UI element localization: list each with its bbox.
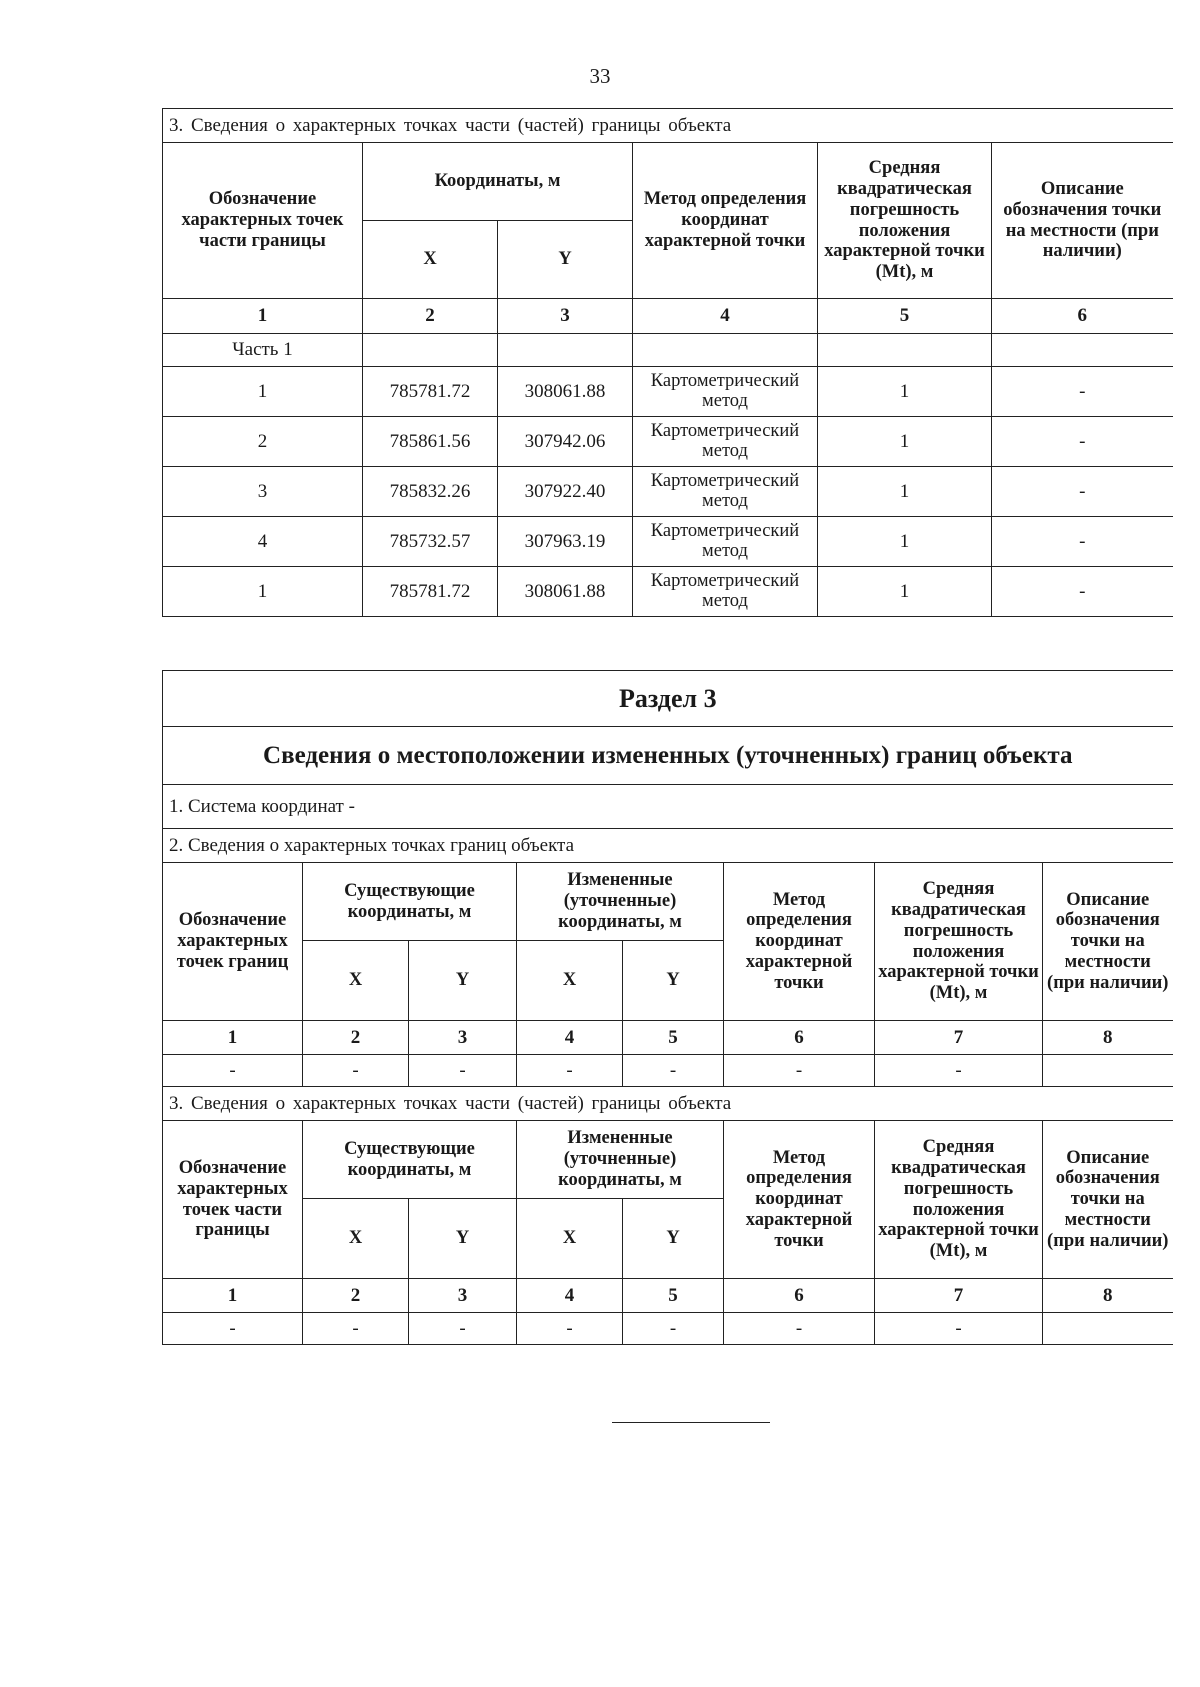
coord-x: 785781.72 <box>363 367 498 417</box>
coord-x: 785781.72 <box>363 567 498 617</box>
description: - <box>992 417 1173 467</box>
cell-value: - <box>875 1055 1043 1087</box>
column-number: 3 <box>409 1021 517 1055</box>
error: 1 <box>818 517 992 567</box>
method: Картометрический метод <box>633 417 818 467</box>
coord-x: 785832.26 <box>363 467 498 517</box>
column-number: 7 <box>875 1021 1043 1055</box>
column-number: 2 <box>303 1279 409 1313</box>
method: Картометрический метод <box>633 367 818 417</box>
method: Картометрический метод <box>633 517 818 567</box>
column-number: 6 <box>992 299 1173 334</box>
header-existing: Существующие координаты, м <box>303 863 517 941</box>
header-y: Y <box>623 941 724 1021</box>
column-number: 3 <box>498 299 633 334</box>
point-id: 3 <box>163 467 363 517</box>
method: Картометрический метод <box>633 467 818 517</box>
page-number: 33 <box>589 64 611 88</box>
cell-value <box>1043 1055 1173 1087</box>
column-number: 2 <box>303 1021 409 1055</box>
section-subtitle: Сведения о местоположении измененных (уточненных) границ объекта <box>163 727 1173 785</box>
table-row <box>163 417 1173 467</box>
header-method: Метод определения координат характерной точки <box>724 863 875 1021</box>
column-number: 4 <box>517 1279 623 1313</box>
column-number: 8 <box>1043 1021 1173 1055</box>
header-error: Средняя квадратическая погрешность положения характерной точки (Mt), м <box>875 1121 1043 1279</box>
table-row <box>163 1313 1173 1345</box>
cell-value: - <box>517 1313 623 1345</box>
column-number: 4 <box>633 299 818 334</box>
description: - <box>992 567 1173 617</box>
description: - <box>992 467 1173 517</box>
header-x: X <box>517 941 623 1021</box>
column-number: 1 <box>163 1021 303 1055</box>
header-designation: Обозначение характерных точек части границы <box>163 143 363 299</box>
point-id: 1 <box>163 567 363 617</box>
section-3-block <box>162 670 1173 1345</box>
header-designation: Обозначение характерных точек части границы <box>163 1121 303 1279</box>
coord-y: 308061.88 <box>498 567 633 617</box>
coordinate-system: 1. Система координат - <box>163 785 1173 829</box>
coord-y: 307942.06 <box>498 417 633 467</box>
header-existing: Существующие координаты, м <box>303 1121 517 1199</box>
cell-value: - <box>623 1055 724 1087</box>
cell-value: - <box>875 1313 1043 1345</box>
header-y: Y <box>623 1199 724 1279</box>
description: - <box>992 367 1173 417</box>
error: 1 <box>818 567 992 617</box>
header-error: Средняя квадратическая погрешность положения характерной точки (Mt), м <box>875 863 1043 1021</box>
header-method: Метод определения координат характерной точки <box>633 143 818 299</box>
cell-value <box>1043 1313 1173 1345</box>
point-id: 4 <box>163 517 363 567</box>
coord-y: 308061.88 <box>498 367 633 417</box>
header-designation: Обозначение характерных точек границ <box>163 863 303 1021</box>
table-row <box>163 367 1173 417</box>
header-x: X <box>517 1199 623 1279</box>
point-id: 1 <box>163 367 363 417</box>
column-number: 5 <box>818 299 992 334</box>
column-number: 5 <box>623 1021 724 1055</box>
column-number: 1 <box>163 1279 303 1313</box>
table-caption: 3. Сведения о характерных точках части (частей) границы объекта <box>163 1087 1173 1121</box>
column-number: 6 <box>724 1279 875 1313</box>
cell-value: - <box>409 1313 517 1345</box>
table-row <box>163 467 1173 517</box>
section-title: Раздел 3 <box>163 671 1173 727</box>
header-coordinates: Координаты, м <box>363 143 633 221</box>
footer-rule <box>612 1422 770 1423</box>
header-changed: Измененные (уточненные) координаты, м <box>517 1121 724 1199</box>
error: 1 <box>818 367 992 417</box>
coord-x: 785861.56 <box>363 417 498 467</box>
table-row <box>163 517 1173 567</box>
column-number: 6 <box>724 1021 875 1055</box>
column-number: 2 <box>363 299 498 334</box>
header-y: Y <box>498 221 633 299</box>
table-row <box>163 567 1173 617</box>
error: 1 <box>818 417 992 467</box>
part-label: Часть 1 <box>163 334 363 367</box>
column-number: 1 <box>163 299 363 334</box>
cell-value: - <box>517 1055 623 1087</box>
part-points-table <box>162 108 1173 617</box>
error: 1 <box>818 467 992 517</box>
method: Картометрический метод <box>633 567 818 617</box>
header-error: Средняя квадратическая погрешность положения характерной точки (Mt), м <box>818 143 992 299</box>
header-description: Описание обозначения точки на местности (при наличии) <box>1043 863 1173 1021</box>
cell-value: - <box>623 1313 724 1345</box>
cell-value: - <box>303 1055 409 1087</box>
header-y: Y <box>409 941 517 1021</box>
coord-y: 307922.40 <box>498 467 633 517</box>
column-number: 8 <box>1043 1279 1173 1313</box>
cell-value: - <box>724 1313 875 1345</box>
cell-value: - <box>303 1313 409 1345</box>
header-description: Описание обозначения точки на местности (при наличии) <box>1043 1121 1173 1279</box>
header-y: Y <box>409 1199 517 1279</box>
coord-y: 307963.19 <box>498 517 633 567</box>
description: - <box>992 517 1173 567</box>
point-id: 2 <box>163 417 363 467</box>
table-caption: 2. Сведения о характерных точках границ объекта <box>163 829 1173 863</box>
header-x: X <box>363 221 498 299</box>
table-row <box>163 1055 1173 1087</box>
column-number: 7 <box>875 1279 1043 1313</box>
header-method: Метод определения координат характерной точки <box>724 1121 875 1279</box>
cell-value: - <box>409 1055 517 1087</box>
cell-value: - <box>163 1055 303 1087</box>
header-description: Описание обозначения точки на местности (при наличии) <box>992 143 1173 299</box>
header-changed: Измененные (уточненные) координаты, м <box>517 863 724 941</box>
coord-x: 785732.57 <box>363 517 498 567</box>
column-number: 3 <box>409 1279 517 1313</box>
table-caption: 3. Сведения о характерных точках части (частей) границы объекта <box>163 109 1173 143</box>
column-number: 4 <box>517 1021 623 1055</box>
header-x: X <box>303 1199 409 1279</box>
cell-value: - <box>163 1313 303 1345</box>
column-number: 5 <box>623 1279 724 1313</box>
header-x: X <box>303 941 409 1021</box>
cell-value: - <box>724 1055 875 1087</box>
